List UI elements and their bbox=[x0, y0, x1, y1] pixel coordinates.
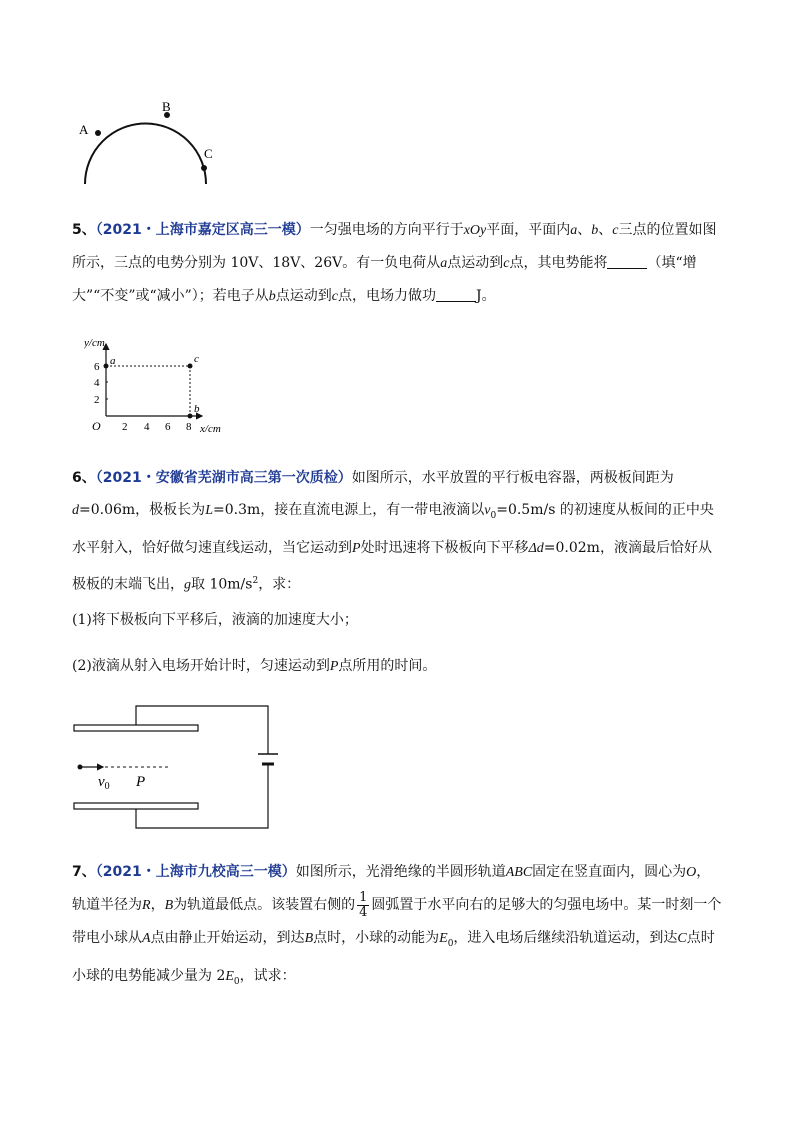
lower-wire bbox=[136, 764, 268, 828]
answer-blank[interactable] bbox=[436, 287, 476, 302]
label-a: A bbox=[79, 122, 89, 137]
text: 为轨道最低点。该装置右侧的 bbox=[173, 897, 356, 913]
arc-curve bbox=[85, 124, 206, 185]
text: 点时小球的电势能减少量为 2 bbox=[72, 930, 715, 984]
subscript: 0 bbox=[447, 938, 454, 949]
question-source: （2021・上海市嘉定区高三一模） bbox=[95, 222, 310, 238]
text: ， bbox=[150, 897, 165, 913]
text: 点，电场力做功 bbox=[338, 288, 437, 304]
question-6-part-2 bbox=[72, 650, 722, 683]
x-tick-label: 2 bbox=[122, 421, 128, 433]
question-number: 7、 bbox=[72, 864, 96, 880]
text: 点运动到 bbox=[447, 255, 504, 271]
point-b-dot bbox=[188, 414, 193, 419]
var: c bbox=[612, 223, 619, 238]
point-a-dot bbox=[104, 364, 109, 369]
question-5 bbox=[72, 214, 722, 313]
text: 点，其电势能将 bbox=[509, 255, 608, 271]
text: J。 bbox=[476, 288, 496, 304]
lower-plate bbox=[74, 803, 198, 809]
text: 取 10m/s bbox=[191, 576, 253, 593]
text: ，试求： bbox=[239, 967, 296, 984]
label-b: B bbox=[162, 99, 171, 114]
point-c-dot bbox=[201, 165, 207, 171]
var: c bbox=[331, 289, 339, 304]
text: ，求： bbox=[258, 576, 301, 593]
axes-figure bbox=[84, 334, 244, 440]
var: E bbox=[225, 968, 234, 984]
var: B bbox=[304, 931, 314, 946]
text: 如图所示，水平放置的平行板电容器，两极板间距为 bbox=[351, 470, 674, 486]
text: 固定在竖直面内，圆心为 bbox=[532, 864, 687, 880]
y-axis-label: y/cm bbox=[84, 337, 105, 349]
capacitor-figure bbox=[70, 700, 280, 835]
var: R bbox=[142, 898, 151, 913]
answer-blank[interactable] bbox=[607, 254, 647, 269]
text: 三点的位置如图所示，三点的电势分别为 10V、18V、26V。有一负电荷从 bbox=[72, 222, 717, 271]
text: 点运动到 bbox=[275, 288, 332, 304]
text: 圆弧置于水平向右的足够大的匀强电场中。某一时刻一个带电小球从 bbox=[72, 897, 722, 946]
var: P bbox=[352, 540, 361, 556]
question-source: （2021・上海市九校高三一模） bbox=[95, 864, 296, 880]
text: 点所用的时间。 bbox=[338, 658, 437, 674]
question-number: 6、 bbox=[72, 470, 96, 486]
var: B bbox=[164, 898, 174, 913]
question-6 bbox=[72, 462, 722, 601]
origin-label: O bbox=[92, 419, 101, 433]
text: =0.3m，接在直流电源上，有一带电液滴以 bbox=[212, 502, 485, 518]
p-label: P bbox=[136, 774, 146, 790]
v0-label: $v_0$ bbox=[98, 774, 110, 792]
question-number: 5、 bbox=[72, 222, 96, 238]
question-source: （2021・安徽省芜湖市高三第一次质检） bbox=[95, 470, 352, 486]
point-a-label: a bbox=[110, 355, 116, 367]
var: xOy bbox=[463, 223, 487, 238]
var: b bbox=[591, 223, 599, 238]
x-axis-label: x/cm bbox=[200, 423, 221, 435]
var: a bbox=[440, 256, 448, 271]
y-tick-label: 4 bbox=[94, 377, 100, 389]
y-tick-label: 2 bbox=[94, 394, 100, 406]
superscript: 2 bbox=[252, 575, 259, 586]
var: v bbox=[484, 503, 491, 518]
text: 平面，平面内 bbox=[486, 222, 571, 238]
text: (2)液滴从射入电场开始计时，匀速运动到 bbox=[72, 658, 330, 674]
subscript: 0 bbox=[233, 976, 240, 987]
point-c-label: c bbox=[194, 353, 199, 365]
text: 处时迅速将下极板向下平移 bbox=[360, 539, 529, 556]
point-a-dot bbox=[95, 130, 101, 136]
question-7 bbox=[72, 856, 722, 998]
text: 点时，小球的动能为 bbox=[313, 930, 440, 946]
var: d bbox=[72, 503, 79, 518]
label-c: C bbox=[204, 146, 213, 161]
var: c bbox=[503, 256, 510, 271]
point-c-dot bbox=[188, 364, 193, 369]
fraction-quarter: $\frac{1}{4}$ bbox=[359, 889, 368, 920]
text: =0.06m，极板长为 bbox=[79, 502, 206, 518]
y-tick-label: 6 bbox=[94, 361, 100, 373]
text: (1)将下极板向下平移后，液滴的加速度大小； bbox=[72, 612, 358, 628]
question-6-part-1 bbox=[72, 604, 722, 636]
subscript: 0 bbox=[490, 510, 497, 521]
x-tick-label: 4 bbox=[144, 421, 150, 433]
text: 、 bbox=[577, 222, 592, 238]
var: C bbox=[677, 931, 687, 946]
point-b-label: b bbox=[194, 403, 200, 415]
var: O bbox=[686, 865, 697, 880]
text: （填“增大”“不变”或“减小”）；若电子从 bbox=[72, 255, 697, 304]
x-tick-label: 6 bbox=[165, 421, 171, 433]
text: 一匀强电场的方向平行于 bbox=[309, 222, 464, 238]
text: 点由静止开始运动，到达 bbox=[150, 930, 305, 946]
var: a bbox=[570, 223, 578, 238]
var: ABC bbox=[505, 865, 533, 880]
x-tick-label: 8 bbox=[186, 421, 192, 433]
text: ，进入电场后继续沿轨道运动，到达 bbox=[453, 930, 678, 946]
text: =0.02m，液滴最后恰好从极板的末端飞出， bbox=[72, 539, 712, 593]
var: A bbox=[142, 931, 151, 946]
var: P bbox=[329, 659, 339, 674]
var: g bbox=[184, 577, 191, 593]
var: Δd bbox=[528, 540, 544, 556]
var: b bbox=[268, 289, 276, 304]
text: ，轨道半径为 bbox=[72, 864, 711, 913]
var: L bbox=[205, 503, 213, 518]
arc-figure bbox=[70, 98, 230, 193]
upper-plate bbox=[74, 725, 198, 731]
text: =0.5m/s 的初速度从板间的正中央水平射入，恰好做匀速直线运动，当它运动到 bbox=[72, 502, 714, 556]
text: 如图所示，光滑绝缘的半圆形轨道 bbox=[295, 864, 506, 880]
text: 、 bbox=[598, 222, 613, 238]
var: E bbox=[439, 931, 448, 946]
